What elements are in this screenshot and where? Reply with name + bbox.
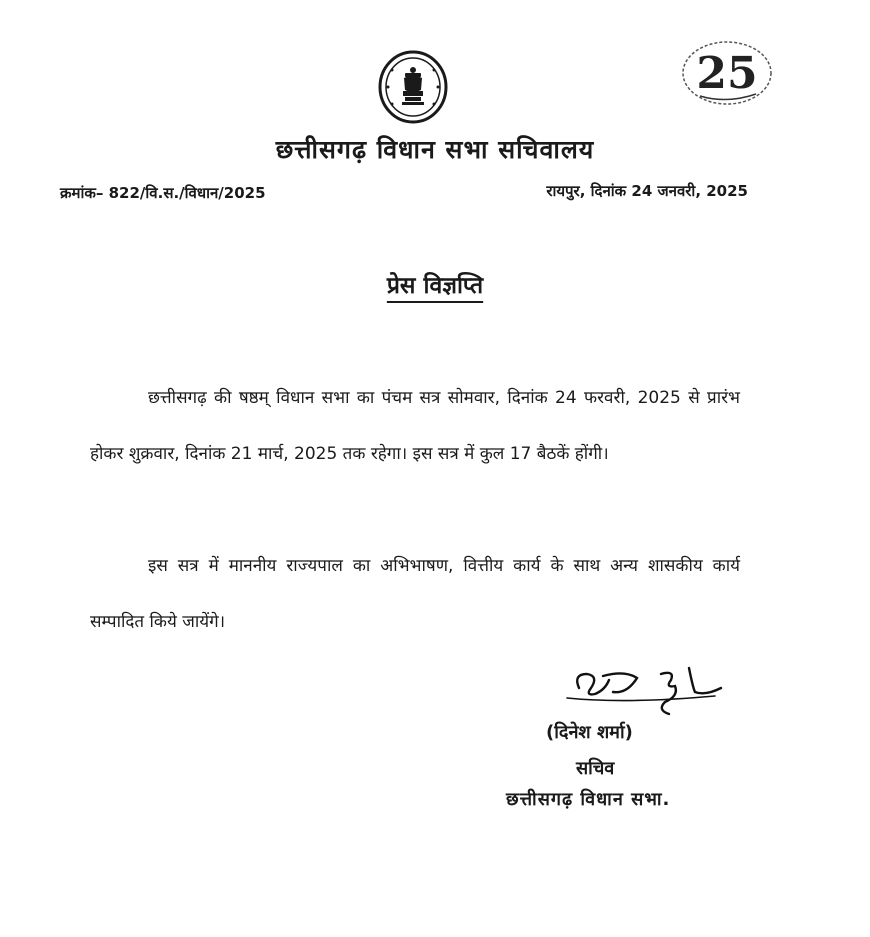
- state-emblem-seal: [378, 50, 448, 124]
- reference-number: क्रमांक– 822/वि.स./विधान/2025: [60, 184, 266, 202]
- office-title: छत्तीसगढ़ विधान सभा सचिवालय: [275, 135, 595, 164]
- document-heading: [0, 268, 870, 300]
- body-paragraph: इस सत्र में माननीय राज्यपाल का अभिभाषण, वित्तीय कार्य के साथ अन्य शासकीय कार्य सम्पादित किये जायेंगे।: [90, 556, 740, 632]
- svg-text:25: 25: [696, 48, 758, 99]
- signatory-designation: सचिव: [576, 758, 615, 779]
- signatory-name: (दिनेश शर्मा): [546, 722, 633, 743]
- silver-jubilee-logo: [680, 40, 774, 106]
- place-and-date: रायपुर, दिनांक 24 जनवरी, 2025: [546, 182, 748, 200]
- heading-text: प्रेस विज्ञप्ति: [386, 273, 484, 299]
- signatory-organization: छत्तीसगढ़ विधान सभा.: [506, 789, 671, 810]
- body-paragraph: छत्तीसगढ़ की षष्ठम् विधान सभा का पंचम सत्र सोमवार, दिनांक 24 फरवरी, 2025 से प्रारंभ होकर शुक्रवार, दिनांक 21 मार्च, 2025 तक रहेगा। इस सत्र में कुल 17 बैठकें होंगी।: [90, 388, 740, 464]
- handwritten-signature: [565, 658, 725, 718]
